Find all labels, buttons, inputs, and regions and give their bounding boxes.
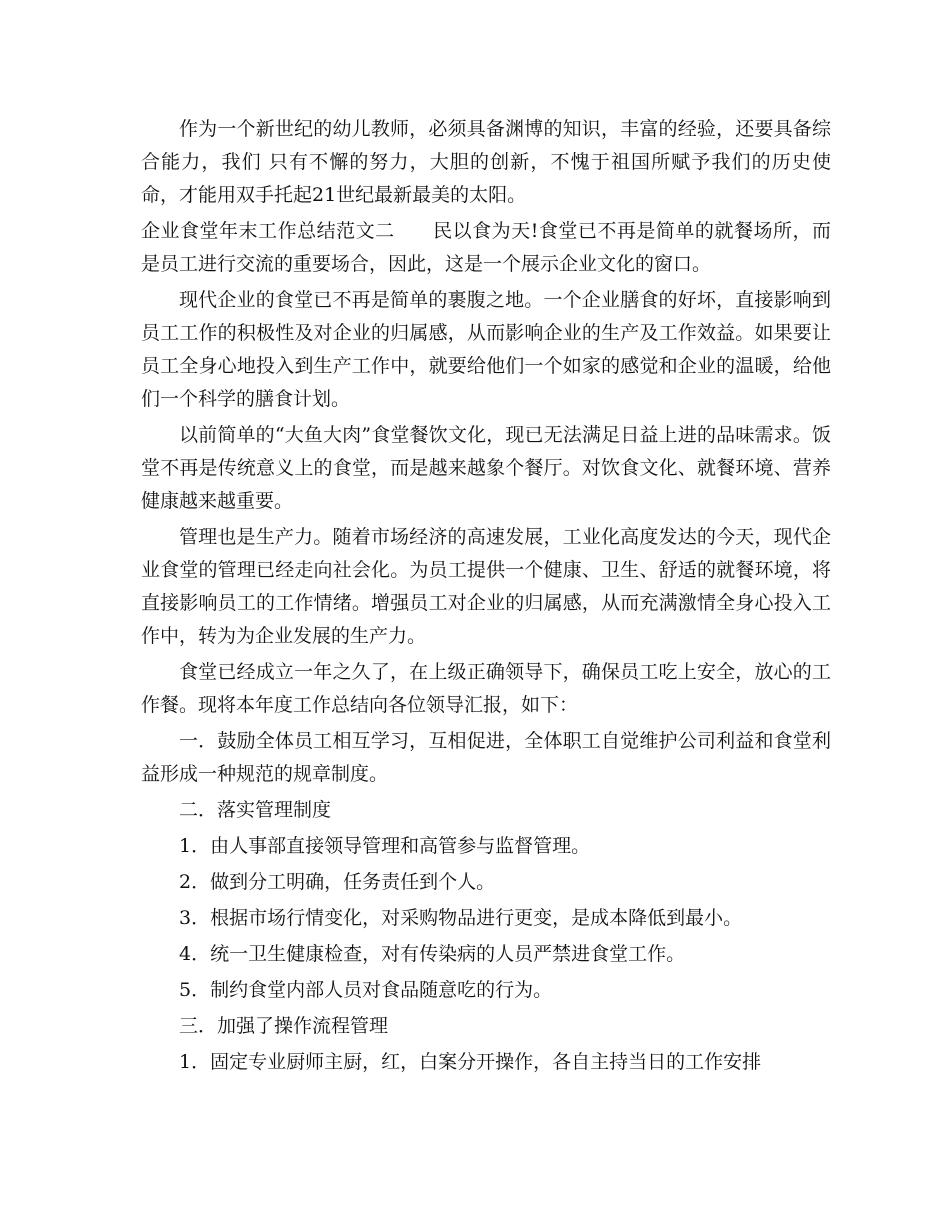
list-item: 3．根据市场行情变化，对采购物品进行更变，是成本降低到最小。 (179, 907, 743, 929)
paragraph: 作为一个新世纪的幼儿教师，必须具备渊博的知识，丰富的经验，还要具备综合能力，我们 只有不懈的努力，大胆的创新，不愧于祖国所赋予我们的历史使命，才能用双手托起21世纪最新最美的太阳。 (141, 118, 831, 206)
paragraph: 现代企业的食堂已不再是简单的裹腹之地。一个企业膳食的好坏，直接影响到员工工作的积极性及对企业的归属感，从而影响企业的生产及工作效益。如果要让员工全身心地投入到生产工作中，就要给他们一个如家的感觉和企业的温暖，给他们一个科学的膳食计划。 (141, 289, 831, 410)
list-item: 5．制约食堂内部人员对食品随意吃的行为。 (179, 979, 553, 1001)
list-item: 1．固定专业厨师主厨，红，白案分开操作，各自主持当日的工作安排 (179, 1051, 762, 1073)
section-intro: 民以食为天!食堂已不再是简单的就餐场所，而是员工进行交流的重要场合，因此，这是一个展示企业文化的窗口。 (141, 220, 831, 275)
document-body (141, 113, 831, 1082)
list-item: 2．做到分工明确，任务责任到个人。 (179, 871, 496, 893)
list-item: 1．由人事部直接领导管理和高管参与监督管理。 (179, 835, 591, 857)
paragraph: 以前简单的“大鱼大肉”食堂餐饮文化，现已无法满足日益上进的品味需求。饭堂不再是传统意义上的食堂，而是越来越象个餐厅。对饮食文化、就餐环境、营养健康越来越重要。 (141, 424, 831, 512)
list-heading: 二．落实管理制度 (179, 799, 332, 821)
paragraph: 食堂已经成立一年之久了，在上级正确领导下，确保员工吃上安全，放心的工作餐。现将本年度工作总结向各位领导汇报，如下： (141, 661, 831, 716)
list-item: 一．鼓励全体员工相互学习，互相促进，全体职工自觉维护公司利益和食堂利益形成一种规范的规章制度。 (141, 730, 831, 785)
paragraph: 管理也是生产力。随着市场经济的高速发展，工业化高度发达的今天，现代企业食堂的管理已经走向社会化。为员工提供一个健康、卫生、舒适的就餐环境，将直接影响员工的工作情绪。增强员工对企业的归属感，从而充满激情全身心投入工作中，转为为企业发展的生产力。 (141, 526, 831, 647)
section-title: 企业食堂年末工作总结范文二 (141, 220, 395, 242)
section-heading-paragraph (141, 215, 831, 281)
list-item: 4．统一卫生健康检查，对有传染病的人员严禁进食堂工作。 (179, 943, 686, 965)
list-heading: 三．加强了操作流程管理 (179, 1015, 389, 1037)
